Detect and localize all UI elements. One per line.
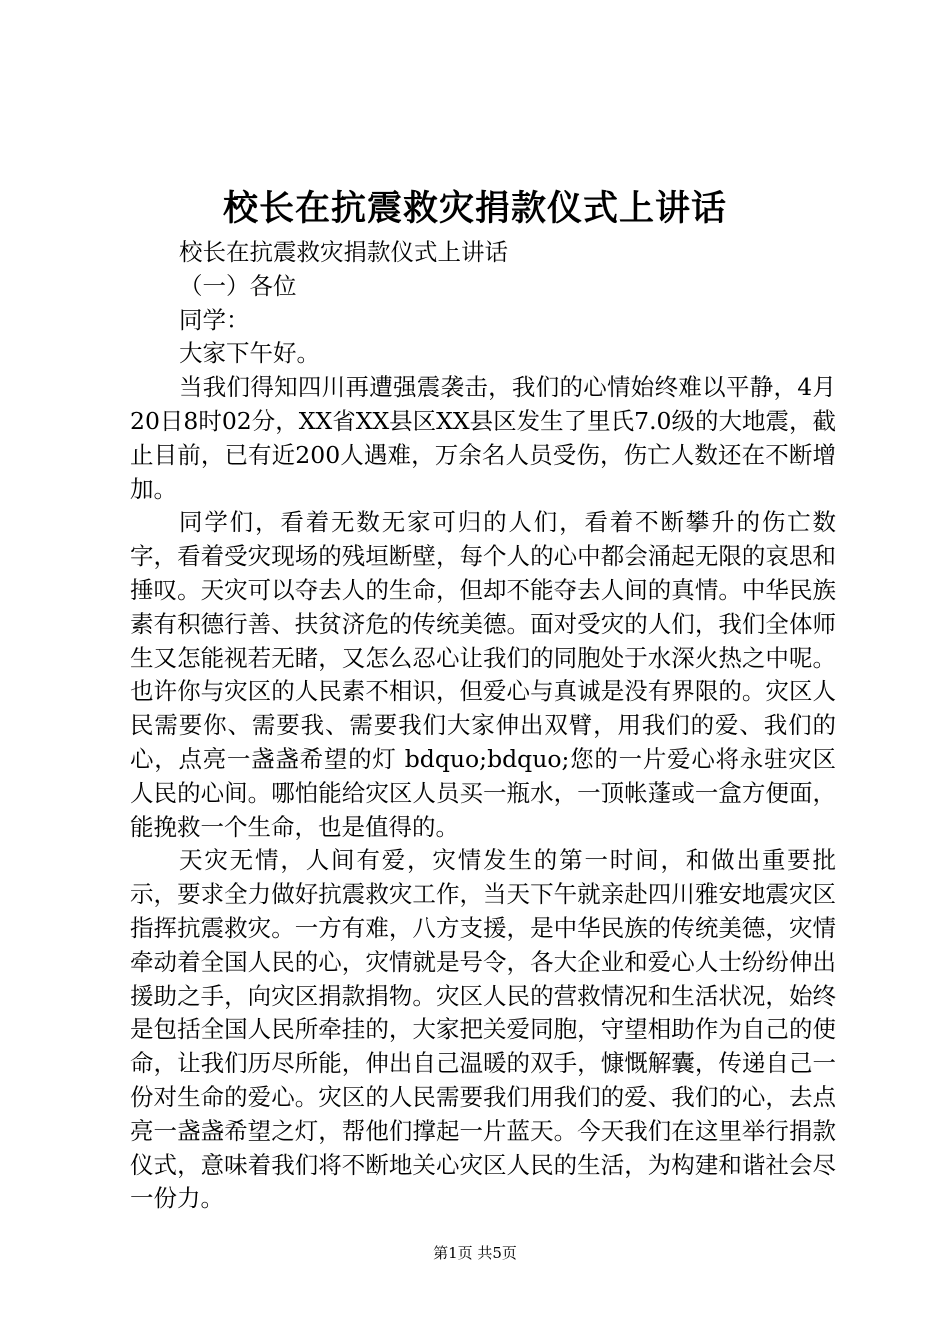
page-number-footer: 第1页 共5页	[433, 1244, 517, 1262]
paragraph-earthquake-news: 当我们得知四川再遭强震袭击，我们的心情始终难以平静，4月20日8时02分，XX省XX县区XX县区发生了里氏7.0级的大地震，截止目前，已有近200人遇难，万余名人员受伤，伤亡人数还在不断增加。	[130, 373, 837, 503]
paragraph-salutation-2: 同学：	[179, 305, 250, 334]
paragraph-greeting: 大家下午好。	[179, 339, 320, 368]
paragraph-subtitle: 校长在抗震救灾捐款仪式上讲话	[179, 238, 508, 266]
paragraph-national-support: 天灾无情，人间有爱，灾情发生的第一时间，和做出重要批示，要求全力做好抗震救灾工作，当天下午就亲赴四川雅安地震灾区指挥抗震救灾。一方有难，八方支援，是中华民族的传统美德，灾情牵动着全国人民的心，灾情就是号令，各大企业和爱心人士纷纷伸出援助之手，向灾区捐款捐物。灾区人民的营救情况和生活状况，始终是包括全国人民所牵挂的，大家把关爱同胞，守望相助作为自己的使命，让我们历尽所能，伸出自己温暖的双手，慷慨解囊，传递自己一份对生命的爱心。灾区的人民需要我们用我们的爱、我们的心，去点亮一盏盏希望之灯，帮他们撑起一片蓝天。今天我们在这里举行捐款仪式，意味着我们将不断地关心灾区人民的生活，为构建和谐社会尽一份力。	[130, 846, 836, 1213]
document-title: 校长在抗震救灾捐款仪式上讲话	[222, 188, 727, 229]
document-body	[130, 236, 836, 1216]
paragraph-appeal: 同学们，看着无数无家可归的人们，看着不断攀升的伤亡数字，看着受灾现场的残垣断壁，每个人的心中都会涌起无限的哀思和捶叹。天灾可以夺去人的生命，但却不能夺去人间的真情。中华民族素有积德行善、扶贫济危的传统美德。面对受灾的人们，我们全体师生又怎能视若无睹，又怎么忍心让我们的同胞处于水深火热之中呢。也许你与灾区的人民素不相识，但爱心与真诚是没有界限的。灾区人民需要你、需要我、需要我们大家伸出双臂，用我们的爱、我们的心，点亮一盏盏希望的灯 bdquo;bdquo;您的一片爱心将永驻灾区人民的心间。哪怕能给灾区人员买一瓶水，一顶帐蓬或一盒方便面，能挽救一个生命，也是值得的。	[130, 508, 836, 841]
paragraph-salutation-1: （一）各位	[179, 271, 297, 300]
